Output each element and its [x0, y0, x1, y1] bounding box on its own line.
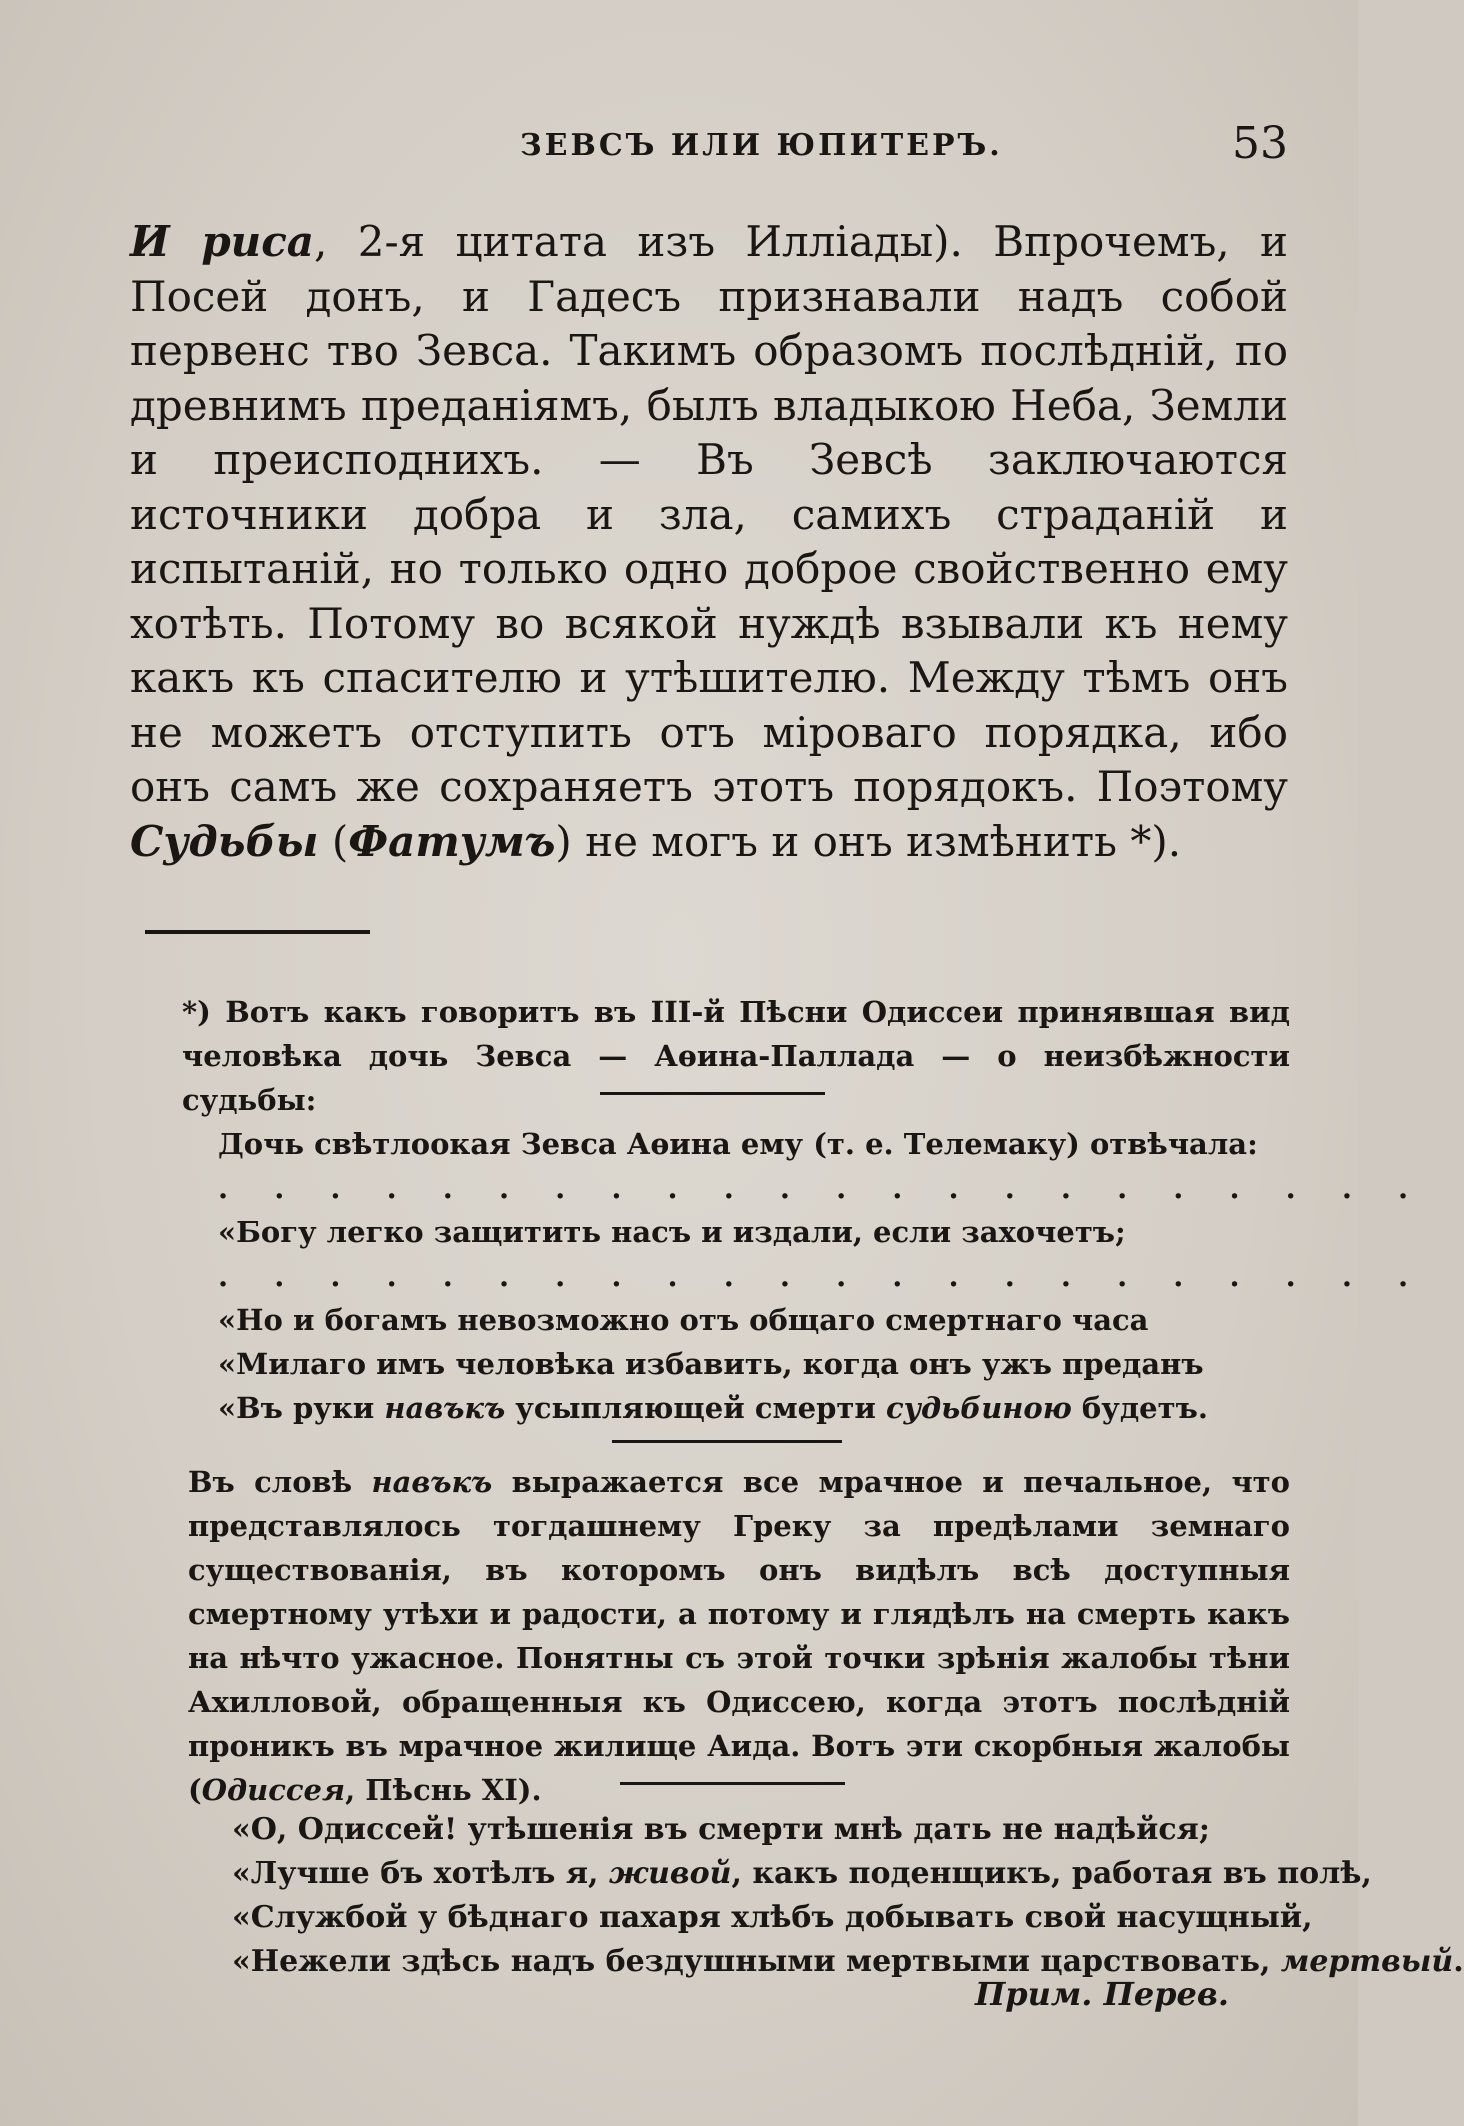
footnote-commentary-text — [140, 1460, 1290, 1812]
verse-separator-rule — [612, 1440, 842, 1443]
comment-text: , Пѣснь XI). — [345, 1773, 542, 1807]
verse-ellipsis-line: . . . . . . . . . . . . . . . . . . . . . . — [218, 1259, 1427, 1293]
comment-text: Въ словѣ — [188, 1465, 372, 1499]
footnote-separator-rule — [145, 930, 370, 934]
text-segment: ( — [318, 816, 349, 866]
verse-line — [232, 1852, 1372, 1896]
footnote-intro — [140, 990, 1290, 1122]
verse-line — [232, 1808, 1312, 1852]
verse-text-italic: навъкъ — [384, 1391, 506, 1425]
verse-separator-rule — [620, 1782, 845, 1785]
quote-verse-odyssey-iii — [218, 1122, 1427, 1430]
comment-text-italic: навъкъ — [371, 1465, 493, 1499]
translator-note-signature: Прим. Перев. — [975, 1975, 1230, 2013]
comment-text-italic: Одиссея — [201, 1773, 346, 1807]
verse-line: «Милаго имъ человѣка избавить, когда онъ ужъ преданъ — [218, 1347, 1204, 1381]
text-segment: ) не могъ и онъ измѣнить *). — [555, 816, 1182, 866]
main-text — [130, 215, 1288, 869]
verse-text: «Лучше бъ хотѣлъ я, — [232, 1856, 609, 1891]
verse-line — [218, 1386, 1218, 1430]
verse-text: «О, Одиссей! утѣшенія въ смерти мнѣ дать не надѣйся; — [232, 1812, 1210, 1847]
verse-separator-rule — [600, 1092, 825, 1095]
quote-verse-odyssey-xi — [232, 1808, 1464, 1984]
text-segment: , 2-я цитата изъ Илліады). Впрочемъ, и Посей донъ, и Гадесъ признавали надъ собой первенс тво Зевса. Такимъ образомъ послѣдній, по древнимъ преданіямъ, былъ владыкою Неба, Земли и преисподнихъ. — Въ Зевсѣ заключаются источники добра и зла, самихъ страданій и испытаній, но только одно доброе свойственно ему хотѣть. Потому во всякой нуждѣ взывали къ нему какъ къ спасителю и утѣшителю. Между тѣмъ онъ не можетъ отступить отъ міроваго порядка, ибо онъ самъ же сохраняетъ этотъ порядокъ. Поэтому — [130, 217, 1288, 811]
verse-text: «Нежели здѣсь надъ бездушными мертвыми царствовать, — [232, 1944, 1281, 1979]
footnote-intro-text: *) Вотъ какъ говоритъ въ III-й Пѣсни Одиссеи принявшая вид человѣка дочь Зевса — Аѳина-Паллада — о неизбѣжности судьбы: — [182, 995, 1290, 1117]
verse-text: . — [1453, 1944, 1464, 1979]
verse-line: «Но и богамъ невозможно отъ общаго смертнаго часа — [218, 1303, 1149, 1337]
verse-text: усыпляющей смерти — [505, 1391, 886, 1425]
verse-line — [232, 1896, 1312, 1940]
verse-text: «Службой у бѣднаго пахаря хлѣбъ добывать свой насущный, — [232, 1900, 1313, 1935]
running-head: ЗЕВСЪ ИЛИ ЮПИТЕРЪ. — [520, 128, 1003, 163]
footnote-commentary — [140, 1460, 1290, 1812]
main-paragraph — [130, 215, 1288, 869]
text-segment-italic: Судьбы — [130, 816, 319, 866]
verse-text-italic: мертвый — [1280, 1944, 1454, 1979]
text-segment-italic: Фатумъ — [348, 816, 556, 866]
verse-text: , какъ поденщикъ, работая въ полѣ, — [731, 1856, 1372, 1891]
verse-text: «Въ руки — [218, 1391, 385, 1425]
verse-ellipsis-line: . . . . . . . . . . . . . . . . . . . . . . — [218, 1171, 1427, 1205]
page-number: 53 — [1232, 118, 1288, 169]
verse-text: будетъ. — [1071, 1391, 1208, 1425]
verse-line: Дочь свѣтлоокая Зевса Аѳина ему (т. е. Телемаку) отвѣчала: — [218, 1127, 1258, 1161]
text-segment-italic: И риса — [130, 217, 315, 266]
page-header — [0, 118, 1358, 178]
verse-text-italic: судьбиною — [885, 1391, 1072, 1425]
comment-text: выражается все мрачное и печальное, что представлялось тогдашнему Греку за предѣлами земнаго существованія, въ которомъ онъ видѣлъ всѣ доступныя смертному утѣхи и радости, а потому и глядѣлъ на смерть какъ на нѣчто ужасное. Понятны съ этой точки зрѣнія жалобы тѣни Ахилловой, обращенныя къ Одиссею, когда этотъ послѣдній проникъ въ мрачное жилище Аида. Вотъ эти скорбныя жалобы ( — [188, 1465, 1290, 1807]
verse-line: «Богу легко защитить насъ и издали, если захочетъ; — [218, 1215, 1126, 1249]
verse-text-italic: живой — [608, 1856, 732, 1891]
